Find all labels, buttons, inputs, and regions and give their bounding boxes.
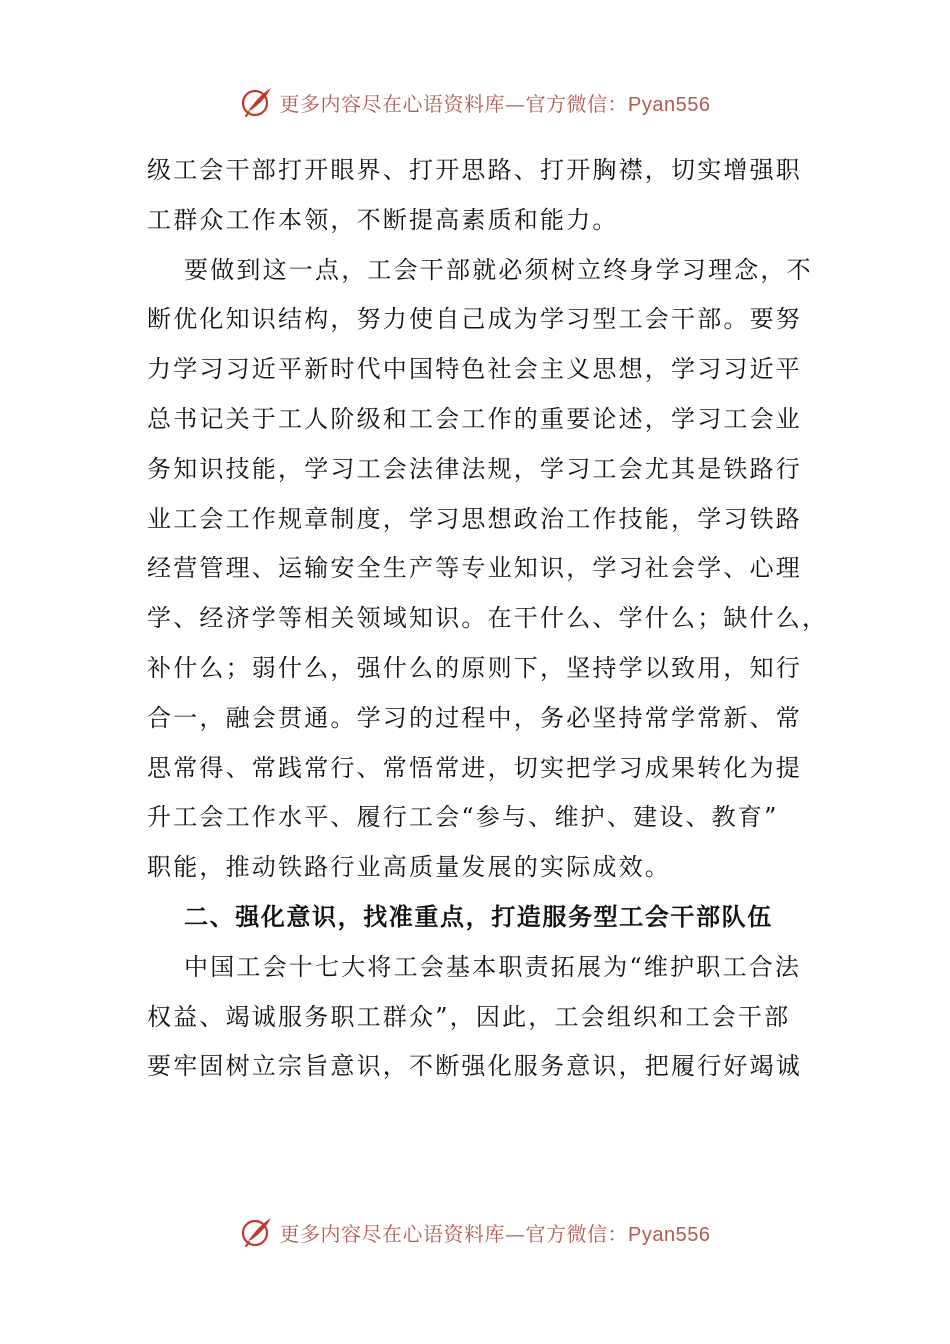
banner-wechat-id: Pyan556 [628,93,711,116]
banner-text: 更多内容尽在心语资料库—官方微信：Pyan556 [279,1221,711,1246]
text-line: 合一，融会贯通。学习的过程中，务必坚持常学常新、常 [147,703,802,732]
quill-logo-icon [240,85,274,119]
text-line: 工群众工作本领，不断提高素质和能力。 [147,205,619,234]
paragraph-1 [147,146,802,246]
text-line: 学、经济学等相关领域知识。在干什么、学什么；缺什么， [147,604,829,633]
text-line: 要牢固树立宗旨意识，不断强化服务意识，把履行好竭诚 [147,1052,802,1081]
footer-banner [0,1210,950,1254]
banner-text: 更多内容尽在心语资料库—官方微信：Pyan556 [279,91,711,116]
text-line: 业工会工作规章制度，学习思想政治工作技能，学习铁路 [147,504,802,533]
banner-wechat-id: Pyan556 [628,1223,711,1246]
text-line: 要做到这一点，工会干部就必须树立终身学习理念，不 [184,255,813,284]
quill-logo-icon [240,1215,274,1249]
text-line: 补什么；弱什么，强什么的原则下，坚持学以致用，知行 [147,653,802,682]
paragraph-3 [147,943,802,1092]
text-line: 经营管理、运输安全生产等专业知识，学习社会学、心理 [147,554,802,583]
paragraph-2 [147,246,829,893]
text-line: 思常得、常践常行、常悟常进，切实把学习成果转化为提 [147,753,802,782]
text-line: 总书记关于工人阶级和工会工作的重要论述，学习工会业 [147,404,802,433]
text-line: 中国工会十七大将工会基本职责拓展为“维护职工合法 [184,952,802,981]
text-line: 断优化知识结构，努力使自己成为学习型工会干部。要努 [147,305,802,334]
text-line: 务知识技能，学习工会法律法规，学习工会尤其是铁路行 [147,454,802,483]
text-line: 级工会干部打开眼界、打开思路、打开胸襟，切实增强职 [147,156,802,184]
text-line: 权益、竭诚服务职工群众”，因此，工会组织和工会干部 [147,1002,791,1031]
text-line: 升工会工作水平、履行工会“参与、维护、建设、教育” [147,803,779,832]
header-banner [0,80,950,124]
document-body [147,146,829,1092]
section-heading: 二、强化意识，找准重点，打造服务型工会干部队伍 [184,902,773,931]
text-line: 职能，推动铁路行业高质量发展的实际成效。 [147,853,671,882]
text-line: 力学习习近平新时代中国特色社会主义思想，学习习近平 [147,355,802,384]
